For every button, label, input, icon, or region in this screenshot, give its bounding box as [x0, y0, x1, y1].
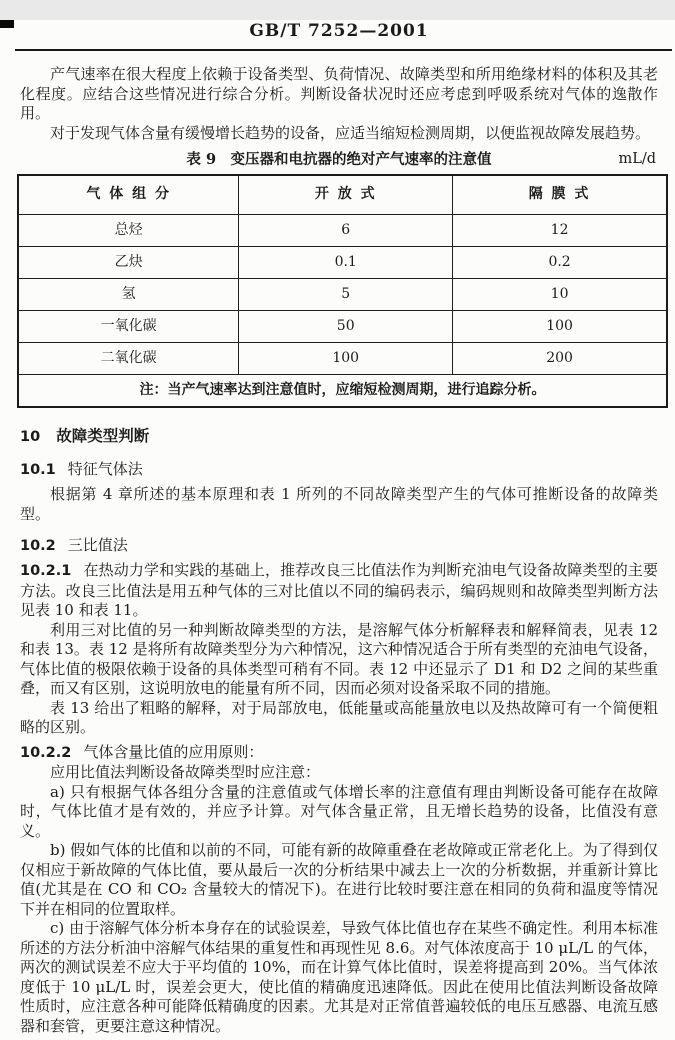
gas-name: 总烃 — [18, 215, 239, 247]
table9-col-gas: 气 体 组 分 — [18, 175, 239, 215]
clause-10-2-1-number: 10.2.1 — [20, 563, 72, 579]
gas-name: 一氧化碳 — [18, 311, 239, 343]
clause-10-2-2-intro: 应用比值法判断设备故障类型时应注意： — [50, 763, 321, 781]
open-type-value: 0.1 — [239, 247, 453, 279]
list-item-a: a) 只有根据气体各组分含量的注意值或气体增长率的注意值有理由判断设备可能存在故障时，气体比值才是有效的，并应予计算。对气体含量正常，且无增长趋势的设备，比值没有意义。 — [20, 782, 658, 840]
intro-paragraph-1: 产气速率在很大程度上依赖于设备类型、负荷情况、故障类型和所用绝缘材料的体积及其老化程度。应结合这些情况进行综合分析。判断设备状况时还应考虑到呼吸系统对气体的逸散作用。 — [20, 65, 658, 122]
clause-10-1-paragraph: 根据第 4 章所述的基本原理和表 1 所列的不同故障类型产生的气体可推断设备的故障类型。 — [20, 485, 658, 523]
clause-10-2-1-paragraph-2: 利用三对比值的另一种判断故障类型的方法，是溶解气体分析解释表和解释简表，见表 12 和表 13。表 12 是将所有故障类型分为六种情况，这六种情况适合于所有类型的充油电气设备，气体比值的极限依赖于设备的具体类型可稍有不同。表 12 中还显示了 D1 和 D2 之间的某些重叠，而又有区别，这说明放电的能量有所不同，因而必须对设备采取不同的措施。 — [20, 620, 658, 697]
table9-col-membrane: 隔 膜 式 — [453, 175, 667, 215]
section-10-number: 10 — [20, 429, 41, 445]
clause-10-1-number: 10.1 — [20, 462, 56, 478]
document-number: GB/T 7252—2001 — [249, 21, 429, 41]
membrane-type-value: 10 — [453, 279, 667, 311]
list-item-c: c) 由于溶解气体分析本身存在的试验误差，导致气体比值也存在某些不确定性。利用本标准所述的方法分析油中溶解气体结果的重复性和再现性见 8.6。对气体浓度高于 10 μL/L 的气体，两次的测试误差不应大于平均值的 10%，而在计算气体比值时，误差将提高到 20%。当气体浓度低于 10 μL/L 时，误差会更大，使比值的精确度迅速降低。因此在使用比值法判断设备故障性质时，应注意各种可能降低精确度的因素。尤其是对正常值普遍较低的电压互感器、电流互感器和套管，更要注意这种情况。 — [20, 919, 658, 1035]
table-row — [18, 279, 667, 311]
membrane-type-value: 12 — [453, 215, 667, 247]
document-body — [20, 65, 658, 1036]
table-row — [18, 311, 667, 343]
membrane-type-value: 0.2 — [453, 247, 667, 279]
membrane-type-value: 100 — [453, 311, 667, 343]
clause-10-1-title: 特征气体法 — [67, 460, 143, 478]
clause-10-2-2-number: 10.2.2 — [20, 744, 72, 761]
clause-10-2-2-title: 气体含量比值的应用原则： — [83, 742, 264, 761]
clause-10-2-1-paragraph — [20, 561, 658, 621]
table-note-row — [18, 375, 667, 408]
table9-header-row — [18, 175, 667, 215]
intro-paragraph-2: 对于发现气体含量有缓慢增长趋势的设备，应适当缩短检测周期，以便监视故障发展趋势。 — [50, 123, 651, 142]
standard-document-page — [0, 20, 675, 1040]
table-row — [18, 343, 667, 375]
table-row — [18, 215, 667, 247]
table9-caption: 表 9 变压器和电抗器的绝对产气速率的注意值 — [186, 151, 492, 168]
table-row — [18, 247, 667, 279]
membrane-type-value: 200 — [453, 343, 667, 375]
section-10-heading — [20, 425, 658, 448]
table9-unit: mL/d — [618, 151, 656, 167]
clause-10-2-number: 10.2 — [20, 538, 56, 554]
table9 — [17, 174, 668, 408]
clause-10-2-1-paragraph-3: 表 13 给出了粗略的解释，对于局部放电，低能量或高能量放电以及热故障可有一个简便粗略的区别。 — [20, 698, 658, 736]
gas-name: 氢 — [18, 279, 239, 311]
open-type-value: 5 — [239, 279, 453, 311]
list-item-b: b) 假如气体的比值和以前的不同，可能有新的故障重叠在老故障或正常老化上。为了得到仅仅相应于新故障的气体比值，要从最后一次的分析结果中减去上一次的分析数据，并重新计算比值(尤其是在 CO 和 CO₂ 含量较大的情况下)。在进行比较时要注意在相同的负荷和温度等情况下并在相同的位置取样。 — [20, 841, 658, 918]
clause-10-2-2-heading — [20, 743, 658, 764]
clause-10-2-1-text: 在热动力学和实践的基础上，推荐改良三比值法作为判断充油电气设备故障类型的主要方法。改良三比值法是用五种气体的三对比值以不同的编码表示，编码规则和故障类型判断方法见表 10 和表 11。 — [20, 561, 658, 619]
open-type-value: 50 — [239, 311, 453, 343]
header-rule — [15, 49, 672, 51]
table9-col-open: 开 放 式 — [239, 175, 453, 215]
scan-artifact — [0, 20, 14, 28]
clause-10-2-title: 三比值法 — [67, 536, 128, 554]
clause-10-2-heading — [20, 535, 658, 556]
table9-note: 注：当产气速率达到注意值时，应缩短检测周期，进行追踪分析。 — [18, 375, 667, 408]
gas-name: 乙炔 — [18, 247, 239, 279]
clause-10-1-heading — [20, 459, 658, 480]
open-type-value: 100 — [239, 343, 453, 375]
open-type-value: 6 — [239, 215, 453, 247]
gas-name: 二氧化碳 — [18, 343, 239, 375]
section-10-title: 故障类型判断 — [56, 426, 150, 445]
table9-caption-row — [20, 149, 658, 171]
